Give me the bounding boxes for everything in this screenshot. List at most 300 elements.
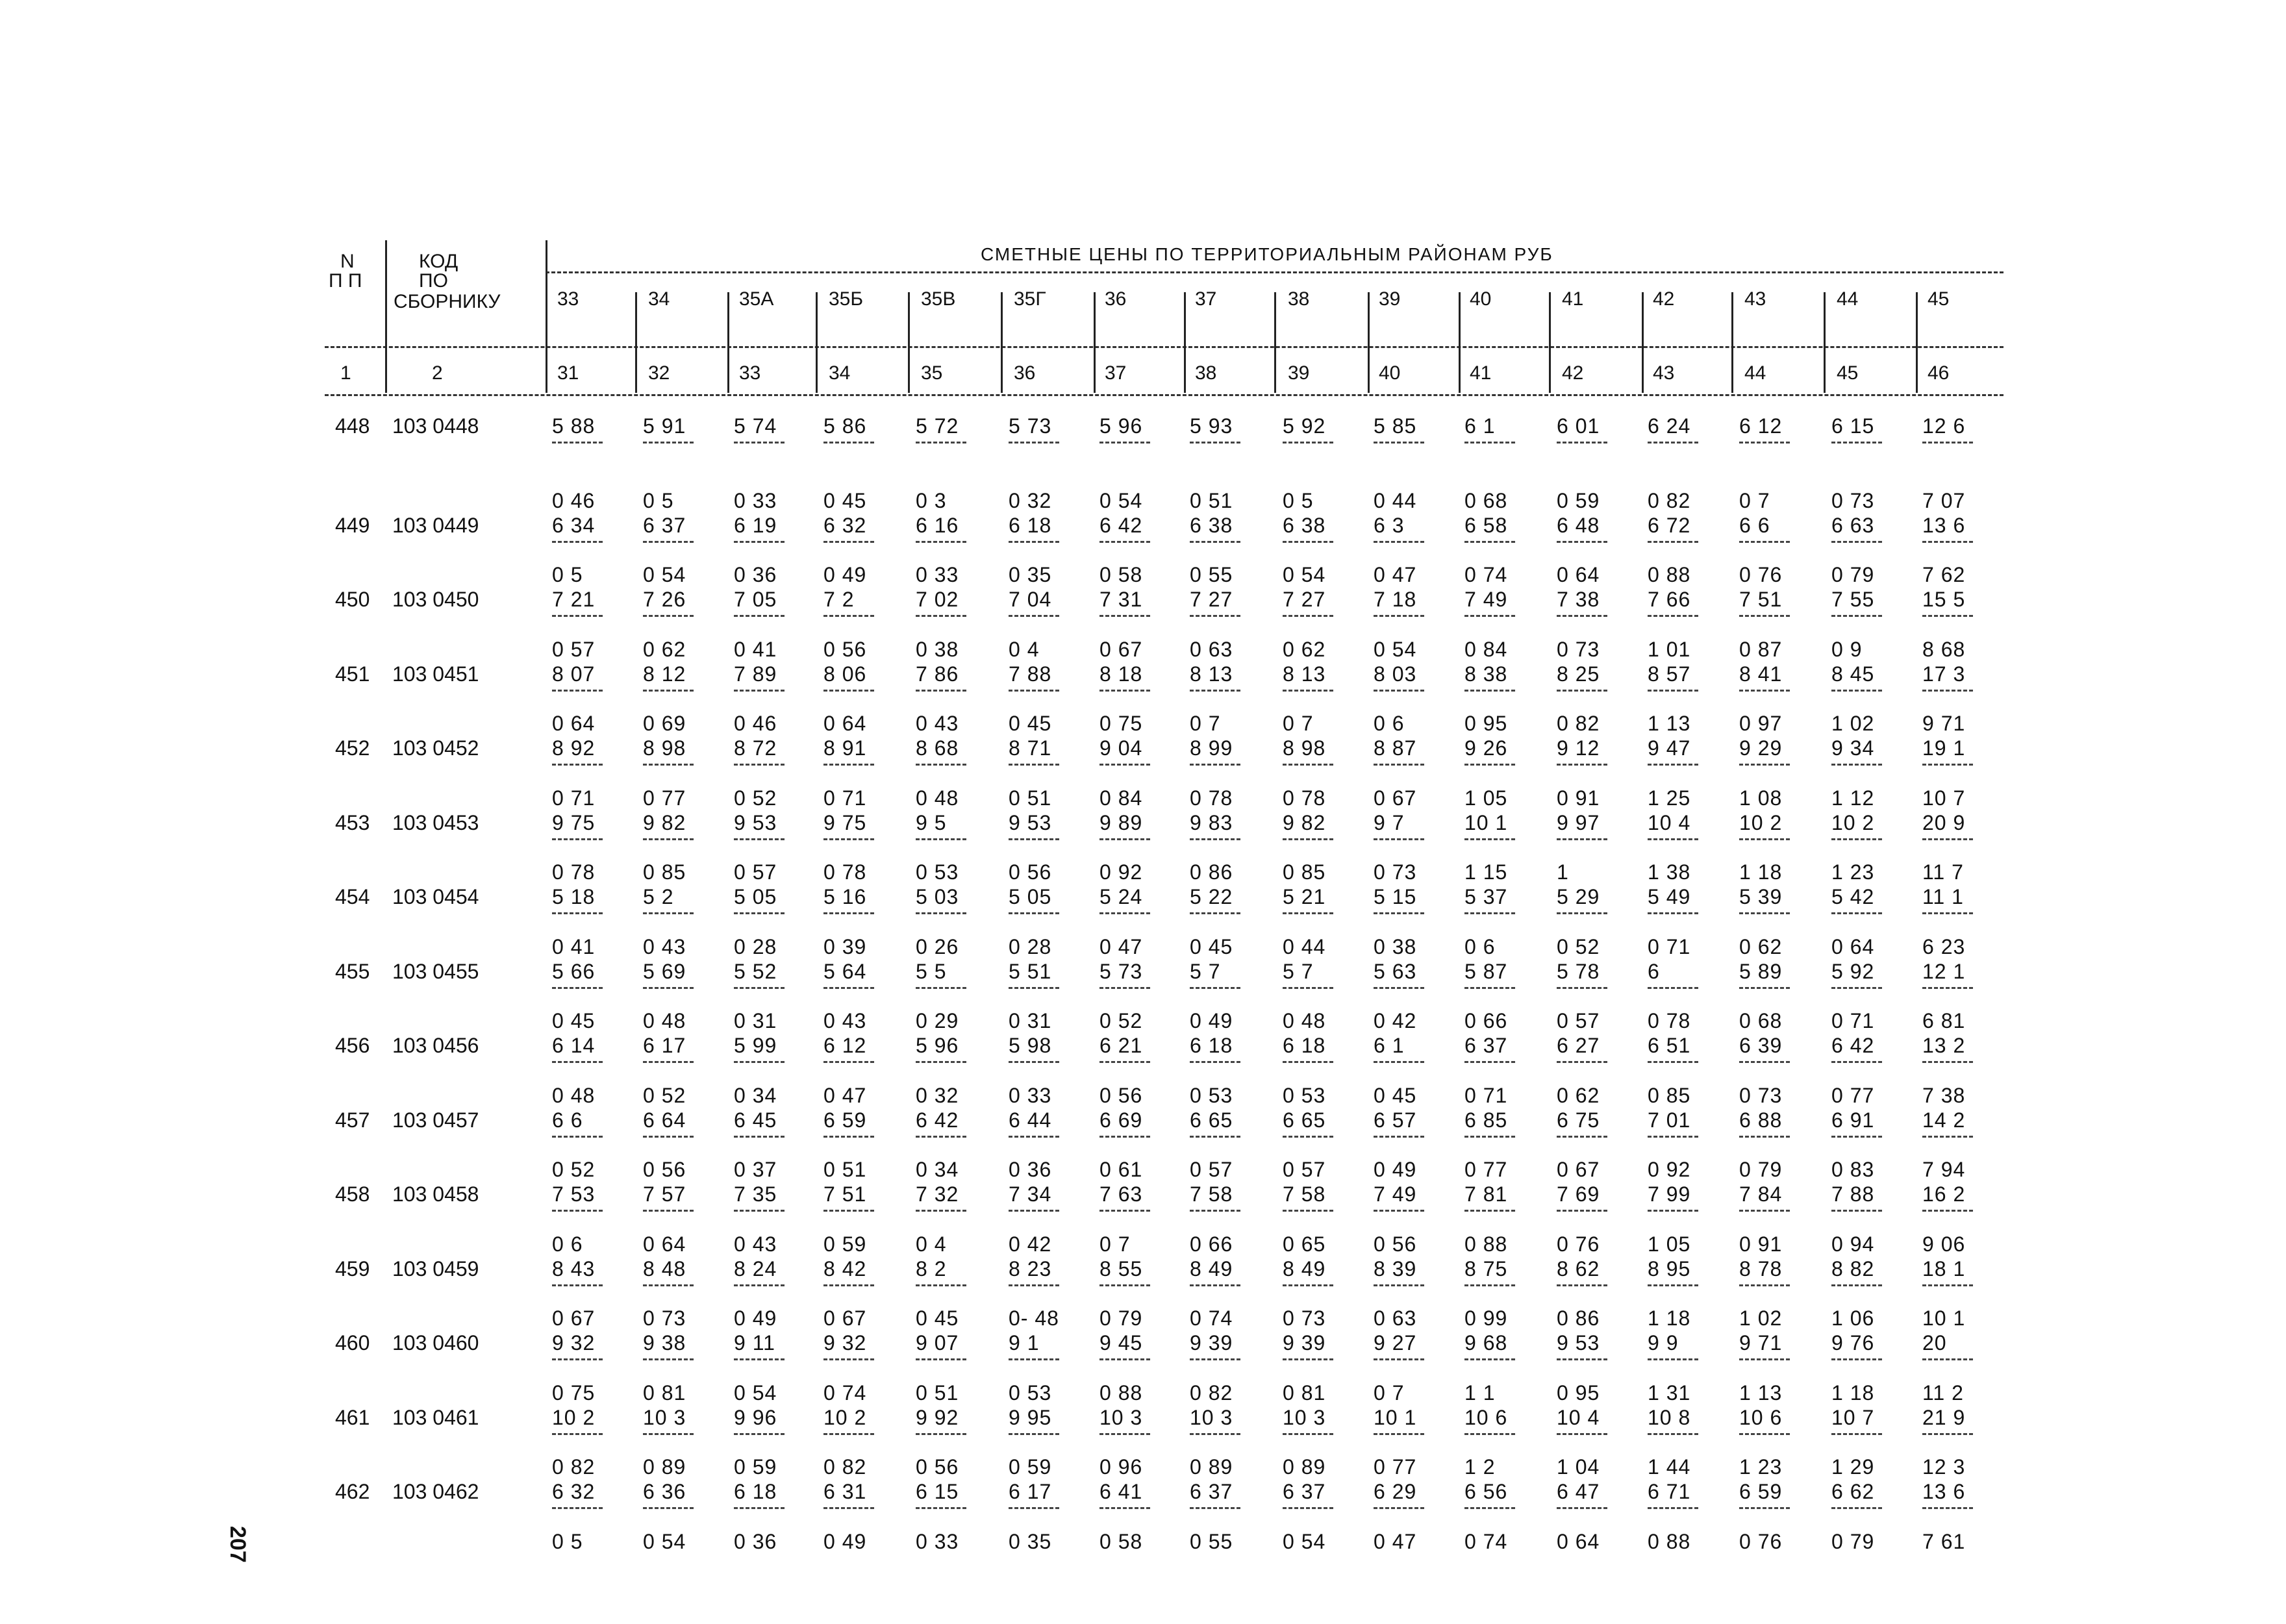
cell-divider bbox=[1283, 1136, 1333, 1138]
table-cell: 0 74 bbox=[823, 1380, 867, 1405]
table-cell: 0 73 bbox=[1739, 1083, 1783, 1107]
table-cell: 9 82 bbox=[1283, 810, 1326, 834]
cell-divider bbox=[1831, 442, 1882, 443]
table-cell: 9 96 bbox=[734, 1405, 777, 1429]
table-cell: 5 52 bbox=[734, 959, 777, 983]
table-cell: 0 79 bbox=[1739, 1158, 1783, 1181]
table-cell: 0 71 bbox=[1464, 1083, 1508, 1107]
table-cell: 8 13 bbox=[1190, 662, 1233, 686]
table-cell: 0 75 bbox=[1099, 712, 1143, 735]
table-cell: 6 47 bbox=[1557, 1480, 1600, 1503]
table-cell: 5 21 bbox=[1283, 885, 1326, 908]
cell-divider bbox=[1374, 764, 1424, 766]
table-cell: 7 53 bbox=[552, 1182, 596, 1206]
table-cell: 8 62 bbox=[1557, 1256, 1600, 1280]
column-number: 45 bbox=[1837, 362, 1859, 384]
table-cell: 1 44 bbox=[1648, 1455, 1691, 1479]
table-cell: 0 56 bbox=[1374, 1232, 1417, 1256]
cell-divider bbox=[1557, 764, 1607, 766]
table-cell: 6 65 bbox=[1190, 1108, 1233, 1132]
table-cell: 0 45 bbox=[1190, 934, 1233, 958]
table-cell: 5 05 bbox=[1009, 885, 1052, 908]
cell-divider bbox=[1557, 442, 1607, 443]
table-cell: 7 27 bbox=[1190, 588, 1233, 611]
cell-divider bbox=[1099, 1507, 1150, 1509]
table-cell: 9 92 bbox=[916, 1405, 959, 1429]
row-code: 103 0459 bbox=[392, 1256, 479, 1280]
table-cell: 0 99 bbox=[1464, 1306, 1508, 1330]
cell-divider bbox=[734, 1061, 785, 1063]
header-code-label: КОД bbox=[419, 251, 458, 272]
table-cell: 0 49 bbox=[1374, 1158, 1417, 1181]
cell-divider bbox=[916, 1358, 966, 1360]
table-cell: 6 18 bbox=[1009, 513, 1052, 537]
column-number: 33 bbox=[739, 362, 761, 384]
table-cell: 1 29 bbox=[1831, 1455, 1875, 1479]
table-cell: 0 55 bbox=[1190, 563, 1233, 586]
table-cell: 8 23 bbox=[1009, 1256, 1052, 1280]
table-cell: 20 bbox=[1922, 1331, 1947, 1355]
table-cell: 0 73 bbox=[1557, 637, 1600, 661]
row-number: 450 bbox=[335, 588, 370, 611]
table-cell: 0 71 bbox=[552, 786, 596, 810]
cell-divider bbox=[1557, 1358, 1607, 1360]
cell-divider bbox=[643, 690, 694, 692]
cell-divider bbox=[1374, 1284, 1424, 1286]
row-number: 459 bbox=[335, 1256, 370, 1280]
table-cell: 0 44 bbox=[1283, 934, 1326, 958]
table-cell: 7 63 bbox=[1099, 1182, 1143, 1206]
column-separator bbox=[1549, 292, 1551, 393]
region-header: 36 bbox=[1105, 288, 1127, 310]
table-cell: 0 82 bbox=[1190, 1380, 1233, 1405]
cell-divider bbox=[1831, 1061, 1882, 1063]
cell-divider bbox=[1374, 838, 1424, 840]
cell-divider bbox=[1099, 912, 1150, 914]
table-cell: 5 64 bbox=[823, 959, 867, 983]
cell-divider bbox=[1099, 442, 1150, 443]
region-header: 34 bbox=[648, 288, 670, 310]
table-cell: 9 89 bbox=[1099, 810, 1143, 834]
table-cell: 12 3 bbox=[1922, 1455, 1966, 1479]
table-cell: 8 06 bbox=[823, 662, 867, 686]
table-cell: 13 2 bbox=[1922, 1034, 1966, 1057]
table-cell: 5 39 bbox=[1739, 885, 1783, 908]
table-cell: 0 4 bbox=[1009, 637, 1040, 661]
region-header: 39 bbox=[1379, 288, 1401, 310]
table-cell: 0 48 bbox=[552, 1083, 596, 1107]
table-cell: 5 69 bbox=[643, 959, 686, 983]
table-cell: 0 67 bbox=[1099, 637, 1143, 661]
column-separator bbox=[908, 292, 910, 393]
region-header: 35В bbox=[921, 288, 956, 310]
table-cell: 6 62 bbox=[1831, 1480, 1875, 1503]
table-cell: 0 79 bbox=[1831, 563, 1875, 586]
cell-divider bbox=[1374, 1358, 1424, 1360]
region-header: 44 bbox=[1837, 288, 1859, 310]
row-number: 455 bbox=[335, 959, 370, 983]
table-cell: 0 64 bbox=[1557, 563, 1600, 586]
cell-divider bbox=[1464, 1284, 1515, 1286]
cell-divider bbox=[734, 1136, 785, 1138]
table-cell: 5 74 bbox=[734, 414, 777, 438]
cell-divider bbox=[1283, 1061, 1333, 1063]
header-rule bbox=[325, 346, 2003, 348]
table-cell: 0 56 bbox=[1009, 860, 1052, 884]
cell-divider bbox=[1922, 615, 1973, 617]
table-cell: 0 89 bbox=[643, 1455, 686, 1479]
table-cell: 0 54 bbox=[1283, 1529, 1326, 1553]
cell-divider bbox=[823, 615, 874, 617]
table-cell: 6 69 bbox=[1099, 1108, 1143, 1132]
cell-divider bbox=[1374, 1061, 1424, 1063]
table-cell: 9 04 bbox=[1099, 736, 1143, 760]
table-cell: 6 48 bbox=[1557, 513, 1600, 537]
cell-divider bbox=[1190, 1433, 1240, 1435]
table-cell: 7 35 bbox=[734, 1182, 777, 1206]
cell-divider bbox=[1922, 912, 1973, 914]
column-separator bbox=[1459, 292, 1461, 393]
table-cell: 8 71 bbox=[1009, 736, 1052, 760]
table-cell: 5 05 bbox=[734, 885, 777, 908]
cell-divider bbox=[1739, 1284, 1790, 1286]
table-cell: 7 38 bbox=[1922, 1083, 1966, 1107]
table-cell: 10 2 bbox=[823, 1405, 867, 1429]
row-number: 454 bbox=[335, 885, 370, 908]
row-code: 103 0452 bbox=[392, 736, 479, 760]
table-cell: 8 07 bbox=[552, 662, 596, 686]
cell-divider bbox=[734, 1507, 785, 1509]
table-cell: 9 71 bbox=[1739, 1331, 1783, 1355]
table-cell: 0 84 bbox=[1099, 786, 1143, 810]
table-cell: 6 1 bbox=[1464, 414, 1496, 438]
table-cell: 6 34 bbox=[552, 513, 596, 537]
cell-divider bbox=[734, 838, 785, 840]
table-cell: 6 31 bbox=[823, 1480, 867, 1503]
table-cell: 6 42 bbox=[1831, 1034, 1875, 1057]
table-cell: 0 31 bbox=[734, 1009, 777, 1032]
table-cell: 0 64 bbox=[1557, 1529, 1600, 1553]
table-cell: 9 68 bbox=[1464, 1331, 1508, 1355]
table-cell: 0 53 bbox=[1009, 1380, 1052, 1405]
table-cell: 9 32 bbox=[823, 1331, 867, 1355]
table-cell: 0 36 bbox=[734, 1529, 777, 1553]
cell-divider bbox=[1922, 442, 1973, 443]
cell-divider bbox=[916, 764, 966, 766]
table-cell: 0 64 bbox=[552, 712, 596, 735]
table-cell: 0 58 bbox=[1099, 1529, 1143, 1553]
table-cell: 9 11 bbox=[734, 1331, 775, 1355]
table-cell: 8 43 bbox=[552, 1256, 596, 1280]
table-cell: 7 86 bbox=[916, 662, 959, 686]
cell-divider bbox=[552, 912, 603, 914]
table-cell: 8 48 bbox=[643, 1256, 686, 1280]
cell-divider bbox=[1464, 442, 1515, 443]
column-number: 46 bbox=[1928, 362, 1950, 384]
table-cell: 0 63 bbox=[1190, 637, 1233, 661]
cell-divider bbox=[643, 1136, 694, 1138]
cell-divider bbox=[1648, 541, 1698, 543]
table-cell: 21 9 bbox=[1922, 1405, 1966, 1429]
table-cell: 10 4 bbox=[1557, 1405, 1600, 1429]
table-cell: 0 66 bbox=[1190, 1232, 1233, 1256]
table-cell: 0 67 bbox=[552, 1306, 596, 1330]
table-cell: 0 67 bbox=[1374, 786, 1417, 810]
table-cell: 7 51 bbox=[1739, 588, 1783, 611]
cell-divider bbox=[1831, 987, 1882, 989]
table-cell: 0 48 bbox=[643, 1009, 686, 1032]
region-header: 35Б bbox=[829, 288, 864, 310]
header-sbornik-label: СБОРНИКУ bbox=[394, 291, 501, 312]
col-num-1: 1 bbox=[340, 362, 351, 384]
cell-divider bbox=[1464, 764, 1515, 766]
cell-divider bbox=[1557, 838, 1607, 840]
cell-divider bbox=[1922, 838, 1973, 840]
cell-divider bbox=[734, 987, 785, 989]
cell-divider bbox=[1648, 838, 1698, 840]
table-cell: 6 19 bbox=[734, 513, 777, 537]
table-cell: 6 21 bbox=[1099, 1034, 1143, 1057]
table-cell: 0 26 bbox=[916, 934, 959, 958]
cell-divider bbox=[1739, 1210, 1790, 1212]
table-cell: 1 01 bbox=[1648, 637, 1691, 661]
table-cell: 7 21 bbox=[552, 588, 596, 611]
table-cell: 9 06 bbox=[1922, 1232, 1966, 1256]
table-cell: 0 28 bbox=[1009, 934, 1052, 958]
table-cell: 7 01 bbox=[1648, 1108, 1691, 1132]
table-cell: 7 49 bbox=[1374, 1182, 1417, 1206]
cell-divider bbox=[643, 987, 694, 989]
table-cell: 0 82 bbox=[1557, 712, 1600, 735]
table-cell: 0 57 bbox=[552, 637, 596, 661]
table-cell: 0 57 bbox=[1283, 1158, 1326, 1181]
table-cell: 0 43 bbox=[734, 1232, 777, 1256]
table-cell: 8 57 bbox=[1648, 662, 1691, 686]
table-cell: 6 18 bbox=[1190, 1034, 1233, 1057]
cell-divider bbox=[1190, 838, 1240, 840]
cell-divider bbox=[1099, 1210, 1150, 1212]
row-code: 103 0456 bbox=[392, 1034, 479, 1057]
table-cell: 6 27 bbox=[1557, 1034, 1600, 1057]
table-cell: 5 16 bbox=[823, 885, 867, 908]
table-cell: 0 4 bbox=[916, 1232, 947, 1256]
table-cell: 0 6 bbox=[1374, 712, 1405, 735]
table-cell: 0 78 bbox=[552, 860, 596, 884]
cell-divider bbox=[1922, 1061, 1973, 1063]
table-cell: 0 38 bbox=[1374, 934, 1417, 958]
table-cell: 6 24 bbox=[1648, 414, 1691, 438]
table-cell: 0 45 bbox=[916, 1306, 959, 1330]
column-number: 36 bbox=[1014, 362, 1036, 384]
cell-divider bbox=[1464, 838, 1515, 840]
table-cell: 1 13 bbox=[1648, 712, 1691, 735]
table-cell: 14 2 bbox=[1922, 1108, 1966, 1132]
cell-divider bbox=[1283, 442, 1333, 443]
cell-divider bbox=[1190, 442, 1240, 443]
table-cell: 0 78 bbox=[823, 860, 867, 884]
cell-divider bbox=[1739, 912, 1790, 914]
table-cell: 17 3 bbox=[1922, 662, 1966, 686]
cell-divider bbox=[552, 541, 603, 543]
cell-divider bbox=[1922, 541, 1973, 543]
cell-divider bbox=[1557, 987, 1607, 989]
column-separator bbox=[1274, 292, 1276, 393]
column-separator bbox=[1368, 292, 1370, 393]
cell-divider bbox=[823, 1061, 874, 1063]
table-cell: 0 39 bbox=[823, 934, 867, 958]
cell-divider bbox=[643, 912, 694, 914]
table-cell: 0 97 bbox=[1739, 712, 1783, 735]
table-cell: 5 5 bbox=[916, 959, 947, 983]
cell-divider bbox=[916, 1284, 966, 1286]
table-cell: 7 57 bbox=[643, 1182, 686, 1206]
cell-divider bbox=[1190, 1358, 1240, 1360]
table-cell: 5 73 bbox=[1099, 959, 1143, 983]
table-cell: 10 1 bbox=[1922, 1306, 1966, 1330]
table-cell: 6 72 bbox=[1648, 513, 1691, 537]
cell-divider bbox=[552, 1061, 603, 1063]
cell-divider bbox=[823, 838, 874, 840]
cell-divider bbox=[1464, 1507, 1515, 1509]
cell-divider bbox=[1648, 1061, 1698, 1063]
region-header: 41 bbox=[1562, 288, 1584, 310]
row-code: 103 0455 bbox=[392, 959, 479, 983]
cell-divider bbox=[1557, 1433, 1607, 1435]
table-cell: 0 7 bbox=[1374, 1380, 1405, 1405]
table-cell: 0 56 bbox=[643, 1158, 686, 1181]
table-cell: 0 62 bbox=[1283, 637, 1326, 661]
table-cell: 8 75 bbox=[1464, 1256, 1508, 1280]
cell-divider bbox=[1283, 912, 1333, 914]
page-number: 207 bbox=[225, 1526, 250, 1563]
table-cell: 7 18 bbox=[1374, 588, 1417, 611]
table-cell: 6 37 bbox=[1283, 1480, 1326, 1503]
table-cell: 7 02 bbox=[916, 588, 959, 611]
table-cell: 7 84 bbox=[1739, 1182, 1783, 1206]
table-cell: 0 51 bbox=[1190, 488, 1233, 512]
table-cell: 0 57 bbox=[1190, 1158, 1233, 1181]
cell-divider bbox=[1374, 690, 1424, 692]
cell-divider bbox=[1557, 541, 1607, 543]
table-cell: 6 88 bbox=[1739, 1108, 1783, 1132]
table-cell: 13 6 bbox=[1922, 1480, 1966, 1503]
table-cell: 12 1 bbox=[1922, 959, 1966, 983]
cell-divider bbox=[1009, 1433, 1059, 1435]
table-cell: 6 65 bbox=[1283, 1108, 1326, 1132]
table-cell: 0 59 bbox=[1009, 1455, 1052, 1479]
table-cell: 10 2 bbox=[552, 1405, 596, 1429]
table-cell: 0 49 bbox=[823, 1529, 867, 1553]
table-cell: 0 44 bbox=[1374, 488, 1417, 512]
table-cell: 7 04 bbox=[1009, 588, 1052, 611]
table-cell: 20 9 bbox=[1922, 810, 1966, 834]
table-title: СМЕТНЫЕ ЦЕНЫ ПО ТЕРРИТОРИАЛЬНЫМ РАЙОНАМ РУБ bbox=[981, 244, 1553, 264]
table-cell: 7 32 bbox=[916, 1182, 959, 1206]
column-number: 41 bbox=[1470, 362, 1492, 384]
table-cell: 5 89 bbox=[1739, 959, 1783, 983]
table-cell: 9 34 bbox=[1831, 736, 1875, 760]
table-cell: 0 52 bbox=[643, 1083, 686, 1107]
table-cell: 1 12 bbox=[1831, 786, 1875, 810]
cell-divider bbox=[552, 764, 603, 766]
table-cell: 6 23 bbox=[1922, 934, 1966, 958]
table-cell: 10 2 bbox=[1831, 810, 1875, 834]
cell-divider bbox=[1009, 615, 1059, 617]
table-cell: 0 92 bbox=[1648, 1158, 1691, 1181]
row-code: 103 0453 bbox=[392, 810, 479, 834]
cell-divider bbox=[1009, 1210, 1059, 1212]
table-cell: 9 76 bbox=[1831, 1331, 1875, 1355]
table-cell: 0 73 bbox=[1374, 860, 1417, 884]
table-cell: 10 3 bbox=[643, 1405, 686, 1429]
table-cell: 0 68 bbox=[1464, 488, 1508, 512]
cell-divider bbox=[1648, 764, 1698, 766]
table-cell: 0 62 bbox=[643, 637, 686, 661]
table-cell: 0 78 bbox=[1283, 786, 1326, 810]
table-cell: 0 29 bbox=[916, 1009, 959, 1032]
table-cell: 0 34 bbox=[916, 1158, 959, 1181]
table-cell: 5 63 bbox=[1374, 959, 1417, 983]
table-cell: 0 54 bbox=[1374, 637, 1417, 661]
column-separator bbox=[1731, 292, 1733, 393]
cell-divider bbox=[1648, 1433, 1698, 1435]
cell-divider bbox=[552, 1507, 603, 1509]
table-cell: 7 88 bbox=[1831, 1182, 1875, 1206]
table-cell: 0 74 bbox=[1464, 563, 1508, 586]
cell-divider bbox=[1374, 912, 1424, 914]
table-cell: 6 64 bbox=[643, 1108, 686, 1132]
table-cell: 0 82 bbox=[1648, 488, 1691, 512]
table-cell: 6 16 bbox=[916, 513, 959, 537]
table-cell: 0 42 bbox=[1374, 1009, 1417, 1032]
table-cell: 6 12 bbox=[1739, 414, 1783, 438]
table-cell: 0 65 bbox=[1283, 1232, 1326, 1256]
table-cell: 0 64 bbox=[643, 1232, 686, 1256]
cell-divider bbox=[1648, 987, 1698, 989]
row-code: 103 0450 bbox=[392, 588, 479, 611]
cell-divider bbox=[1099, 1358, 1150, 1360]
table-cell: 0 5 bbox=[552, 563, 583, 586]
table-cell: 10 1 bbox=[1464, 810, 1508, 834]
cell-divider bbox=[1739, 1061, 1790, 1063]
table-cell: 8 95 bbox=[1648, 1256, 1691, 1280]
table-cell: 0 47 bbox=[1374, 563, 1417, 586]
table-cell: 6 17 bbox=[1009, 1480, 1052, 1503]
cell-divider bbox=[734, 1210, 785, 1212]
table-cell: 1 15 bbox=[1464, 860, 1508, 884]
table-cell: 0 45 bbox=[1374, 1083, 1417, 1107]
row-number: 452 bbox=[335, 736, 370, 760]
table-cell: 0 77 bbox=[643, 786, 686, 810]
table-cell: 7 05 bbox=[734, 588, 777, 611]
table-cell: 0 28 bbox=[734, 934, 777, 958]
table-cell: 0 7 bbox=[1190, 712, 1221, 735]
cell-divider bbox=[916, 838, 966, 840]
cell-divider bbox=[1190, 912, 1240, 914]
table-cell: 0 54 bbox=[1283, 563, 1326, 586]
cell-divider bbox=[1283, 1433, 1333, 1435]
table-cell: 1 2 bbox=[1464, 1455, 1496, 1479]
table-cell: 6 37 bbox=[1190, 1480, 1233, 1503]
cell-divider bbox=[823, 690, 874, 692]
cell-divider bbox=[1739, 987, 1790, 989]
cell-divider bbox=[1283, 764, 1333, 766]
table-cell: 0 54 bbox=[1099, 488, 1143, 512]
table-cell: 1 18 bbox=[1739, 860, 1783, 884]
row-number: 449 bbox=[335, 513, 370, 537]
table-cell: 0 56 bbox=[1099, 1083, 1143, 1107]
table-cell: 7 07 bbox=[1922, 488, 1966, 512]
